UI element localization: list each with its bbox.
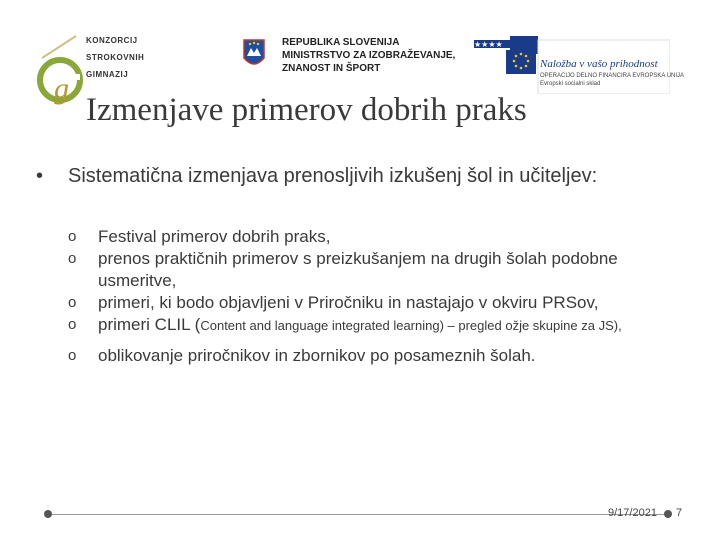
main-bullet [36, 164, 676, 188]
svg-text:g: g [54, 72, 69, 105]
list-item-text: prenos praktičnih primerov s preizkušanjem na drugih šolah podobne usmeritve, [98, 249, 618, 290]
main-bullet-text: Sistematična izmenjava prenosljivih izkušenj šol in učiteljev: [68, 165, 598, 187]
list-item [68, 248, 668, 292]
list-item [68, 345, 668, 367]
footer-right-dot [664, 510, 672, 518]
circle-bullet-icon: o [68, 316, 77, 333]
slovenia-coat-of-arms-icon [242, 38, 266, 72]
circle-bullet-icon: o [68, 294, 77, 311]
ministry-line-3: ZNANOST IN ŠPORT [282, 63, 381, 74]
slide-number: 7 [676, 507, 683, 519]
slide-title: Izmenjave primerov dobrih praks [86, 92, 527, 128]
logo-line-1: KONZORCIJ [86, 36, 138, 45]
circle-bullet-icon: o [68, 347, 77, 364]
list-item-text: primeri, ki bodo objavljeni v Priročniku in nastajajo v okviru PRSov, [98, 293, 599, 312]
circle-bullet-icon: o [68, 228, 77, 245]
slide-date: 9/17/2021 [608, 507, 657, 519]
sub-bullet-list [68, 226, 668, 367]
eu-subslogan-line-1: OPERACIJO DELNO FINANCIRA EVROPSKA UNIJA [540, 73, 685, 79]
eu-subslogan-line-2: Evropski socialni sklad [540, 81, 601, 87]
logo-line-3: GIMNAZIJ [86, 70, 129, 79]
bullet-icon: • [36, 165, 44, 187]
list-item-text: Festival primerov dobrih praks, [98, 227, 331, 246]
list-item-small-text: Content and language integrated learning) – pregled ožje skupine za JS), [200, 318, 622, 333]
list-item [68, 226, 668, 248]
eu-subslogan [540, 72, 684, 88]
list-item [68, 292, 668, 314]
logo-line-2: STROKOVNIH [86, 53, 145, 62]
list-item-text: primeri CLIL ( [98, 315, 201, 334]
svg-text:★★★★: ★★★★ [474, 40, 503, 49]
ministry-line-1: REPUBLIKA SLOVENIJA [282, 37, 400, 48]
list-item [68, 314, 668, 337]
ministry-line-2: MINISTRSTVO ZA IZOBRAŽEVANJE, [282, 50, 456, 61]
list-item-text: oblikovanje priročnikov in zbornikov po posameznih šolah. [98, 346, 536, 365]
circle-bullet-icon: o [68, 250, 77, 267]
eu-slogan: Naložba v vašo prihodnost [540, 58, 658, 70]
footer-divider [48, 514, 668, 515]
footer-left-dot [44, 510, 52, 518]
